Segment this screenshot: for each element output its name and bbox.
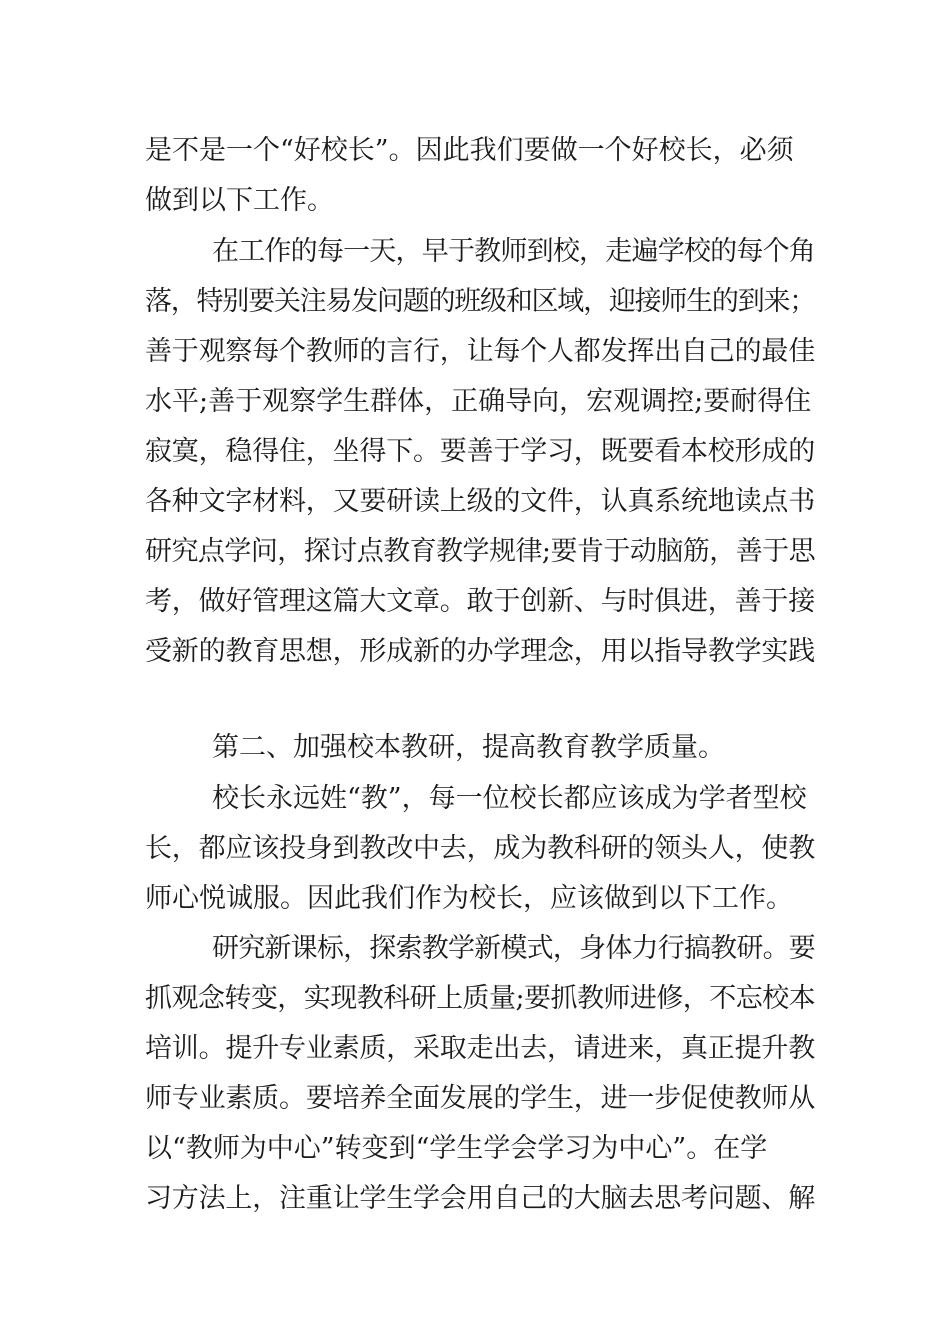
text-line: 受新的教育思想，形成新的办学理念，用以指导教学实践 bbox=[145, 636, 815, 667]
text-line: 长，都应该投身到教改中去，成为教科研的领头人，使教 bbox=[145, 833, 815, 864]
text-line: 是不是一个“好校长”。因此我们要做一个好校长，必须 bbox=[145, 135, 794, 166]
text-line: 习方法上，注重让学生学会用自己的大脑去思考问题、解 bbox=[145, 1183, 815, 1214]
text-line: 校长永远姓“教”，每一位校长都应该成为学者型校 bbox=[212, 783, 807, 814]
text-line: 研究新课标，探索教学新模式，身体力行搞教研。要 bbox=[212, 933, 815, 964]
text-line: 各种文字材料，又要研读上级的文件，认真系统地读点书 bbox=[145, 486, 815, 517]
text-line: 研究点学问，探讨点教育教学规律;要肯于动脑筋，善于思 bbox=[145, 536, 816, 567]
text-line: 师专业素质。要培养全面发展的学生，进一步促使教师从 bbox=[145, 1083, 815, 1114]
text-line: 以“教师为中心”转变到“学生学会学习为中心”。在学 bbox=[145, 1133, 768, 1164]
text-line: 在工作的每一天，早于教师到校，走遍学校的每个角 bbox=[212, 236, 815, 267]
section-heading: 第二、加强校本教研，提高教育教学质量。 bbox=[212, 732, 725, 763]
text-line: 做到以下工作。 bbox=[145, 185, 334, 216]
text-line: 师心悦诚服。因此我们作为校长，应该做到以下工作。 bbox=[145, 883, 793, 914]
text-line: 培训。提升专业素质，采取走出去，请进来，真正提升教 bbox=[145, 1033, 815, 1064]
text-line: 寂寞，稳得住，坐得下。要善于学习，既要看本校形成的 bbox=[145, 436, 815, 467]
text-line: 考，做好管理这篇大文章。敢于创新、与时俱进，善于接 bbox=[145, 586, 815, 617]
text-line: 抓观念转变，实现教科研上质量;要抓教师进修，不忘校本 bbox=[145, 983, 816, 1014]
text-line: 落，特别要关注易发问题的班级和区域，迎接师生的到来； bbox=[145, 286, 815, 317]
text-line: 善于观察每个教师的言行，让每个人都发挥出自己的最佳 bbox=[145, 336, 815, 367]
text-line: 水平;善于观察学生群体，正确导向，宏观调控;要耐得住 bbox=[145, 386, 812, 417]
